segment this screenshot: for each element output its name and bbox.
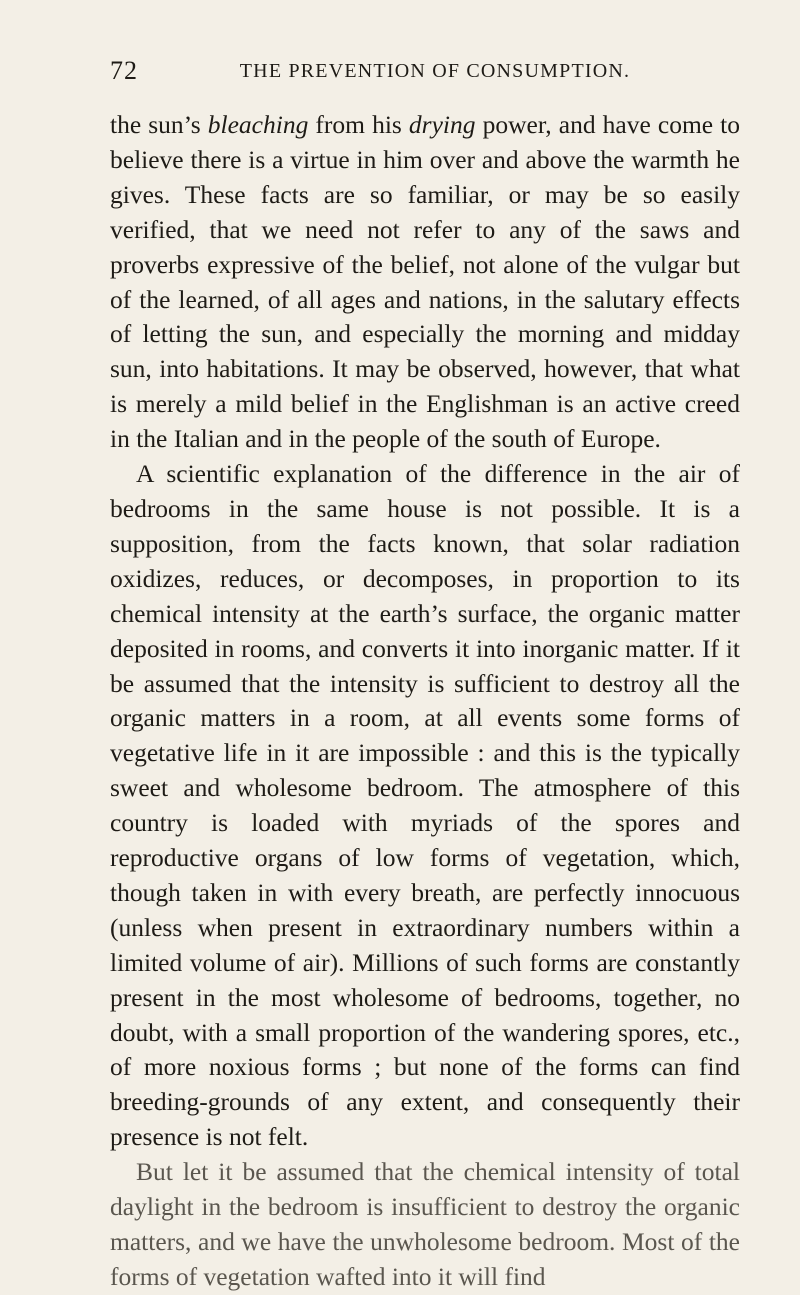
- emphasis-bleaching: bleaching: [207, 110, 309, 139]
- page-number: 72: [110, 56, 138, 85]
- paragraph-2: A scientific explanation of the difference in the air of bedrooms in the same house is not possible. It is a supposition, from the facts known, that solar radiation oxidizes, reduces, or decomposes, in proportion to its chemical intensity at the earth’s surface, the organic matter deposited in rooms, and converts it into inorganic matter. If it be assumed that the intensity is sufficient to destroy all the organic matters in a room, at all events some forms of vegetative life in it are impossible : and this is the typically sweet and wholesome bedroom. The atmosphere of this country is loaded with myriads of the spores and reproductive organs of low forms of vegetation, which, though taken in with every breath, are perfectly innocuous (unless when present in extraordinary numbers within a limited volume of air). Millions of such forms are constantly present in the most wholesome of bedrooms, together, no doubt, with a small proportion of the wandering spores, etc., of more noxious forms ; but none of the forms can find breeding-grounds of any extent, and consequently their presence is not felt.: [110, 459, 740, 1152]
- running-head: [110, 56, 740, 86]
- running-title: THE PREVENTION OF CONSUMPTION.: [239, 60, 631, 82]
- emphasis-drying: drying: [408, 110, 476, 139]
- paragraph-1-text-c: power, and have come to believe there is a virtue in him over and above the warmth he gives. These facts are so familiar, or may be so easily verified, that we need not refer to any of the saws and proverbs expressive of the belief, not alone of the vulgar but of the learned, of all ages and nations, in the salutary effects of letting the sun, and especially the morning and midday sun, into habitations. It may be observed, however, that what is merely a mild belief in the Englishman is an active creed in the Italian and in the people of the south of Europe.: [110, 110, 741, 454]
- paragraph-3: But let it be assumed that the chemical intensity of total daylight in the bedroom is insufficient to destroy the organic matters, and we have the unwholesome bedroom. Most of the forms of vegetation wafted into it will find: [110, 1157, 740, 1291]
- paragraph-1-text-b: from his: [308, 110, 409, 139]
- body-text: [110, 108, 740, 1295]
- paragraph-1-text-a: the sun’s: [110, 110, 208, 139]
- paragraph-1: [110, 108, 740, 457]
